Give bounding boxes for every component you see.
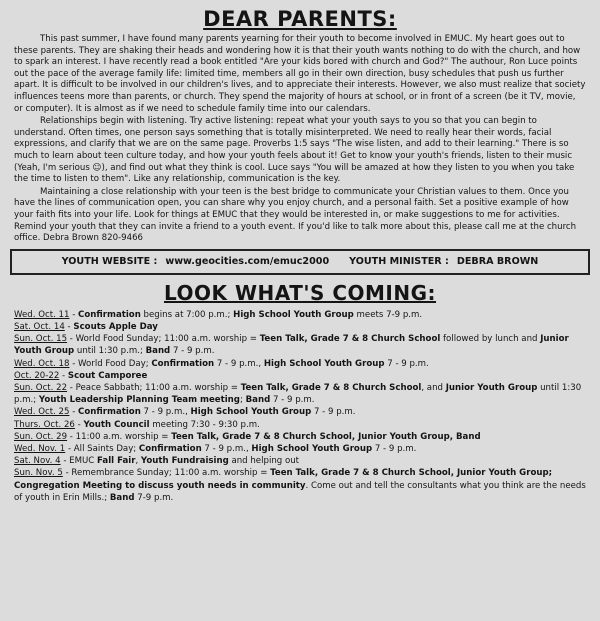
event-highlight: High School Youth Group — [233, 309, 354, 320]
event-item — [14, 431, 586, 443]
youth-info-banner — [10, 249, 590, 275]
event-item — [14, 358, 586, 370]
event-highlight: Youth Council — [83, 419, 150, 430]
event-text: 7 - 9 p.m. — [170, 346, 215, 357]
event-text: - — [74, 419, 84, 430]
event-highlight: Junior Youth Group — [14, 334, 569, 357]
event-text: - World Food Day; — [69, 358, 152, 369]
event-item — [14, 455, 586, 467]
event-text: - 11:00 a.m. worship = — [67, 431, 172, 442]
event-text: - — [69, 407, 79, 418]
event-date: Sat. Nov. 4 — [14, 456, 61, 467]
event-text: - — [59, 370, 68, 381]
letter-paragraph: This past summer, I have found many parents yearning for their youth to become involved in EMUC. My heart goes out to these parents. They are shaking their heads and wondering how it is that their youth wants nothing to do with the church, and how to spark an interest. I have recently read a book entitled "Are your kids bored with church and God?" The authour, Ron Luce points out the pace of the average family life: limited time, members all go in their own direction, busy schedules that push us further apart. It is difficult to be involved in our children's lives, and to appreciate their interests. However, we also must realize that society influences teens more than parents, or church. They spend the majority of hours at school, or in front of a screen (be it TV, movie, or computer). It is almost as if we need to schedule family time into our calendars. — [14, 34, 586, 114]
event-highlight: Confirmation — [138, 443, 202, 454]
coming-title: LOOK WHAT'S COMING: — [163, 280, 437, 305]
event-text: ; — [239, 395, 246, 406]
event-highlight: Scout Camporee — [67, 370, 148, 381]
event-text: - All Saints Day; — [65, 443, 139, 454]
event-text: meets 7-9 p.m. — [353, 309, 423, 320]
event-item — [14, 309, 586, 321]
event-item — [14, 382, 586, 406]
event-text: - Peace Sabbath; 11:00 a.m. worship = — [67, 382, 241, 393]
event-text: 7 - 9 p.m. — [384, 358, 429, 369]
event-text: 7 - 9 p.m., — [140, 407, 191, 418]
event-highlight: Teen Talk, Grade 7 & 8 Church School, Junior Youth Group; Congregation Meeting to discuss youth needs in community — [14, 468, 553, 491]
event-item — [14, 443, 586, 455]
event-date: Oct. 20-22 — [14, 370, 60, 381]
event-highlight: Teen Talk, Grade 7 & 8 Church School, Junior Youth Group, Band — [171, 431, 481, 442]
event-item — [14, 333, 586, 357]
event-highlight: Confirmation — [151, 358, 215, 369]
event-item — [14, 370, 586, 382]
event-date: Thurs. Oct. 26 — [14, 419, 75, 430]
event-text: begins at 7:00 p.m.; — [140, 309, 234, 320]
event-highlight: Band — [109, 492, 135, 503]
minister-name: DEBRA BROWN — [456, 256, 539, 268]
event-text: followed by lunch and — [440, 334, 541, 345]
event-highlight: High School Youth Group — [263, 358, 385, 369]
event-text: 7 - 9 p.m., — [214, 358, 264, 369]
event-date: Sun. Oct. 29 — [14, 431, 68, 442]
event-text: 7 - 9 p.m., — [201, 443, 252, 454]
event-highlight: Youth Leadership Planning Team meeting — [38, 395, 240, 406]
event-text: , — [135, 456, 141, 467]
event-highlight: Teen Talk, Grade 7 & 8 Church School — [259, 334, 441, 345]
event-text: 7-9 p.m. — [134, 492, 174, 503]
event-text: , and — [421, 382, 446, 393]
event-text: and helping out — [228, 456, 300, 467]
letter-body — [14, 34, 586, 245]
event-date: Wed. Oct. 11 — [14, 309, 70, 320]
website-url: www.geocities.com/emuc2000 — [165, 256, 330, 268]
event-text: - World Food Sunday; 11:00 a.m. worship = — [67, 334, 260, 345]
event-date: Wed. Oct. 18 — [14, 358, 70, 369]
event-date: Wed. Nov. 1 — [14, 443, 66, 454]
event-highlight: Band — [145, 346, 171, 357]
event-date: Wed. Oct. 25 — [14, 407, 70, 418]
event-highlight: Fall Fair — [97, 456, 136, 467]
event-date: Sun. Oct. 22 — [14, 382, 68, 393]
event-date: Sun. Nov. 5 — [14, 468, 63, 479]
letter-paragraph: Maintaining a close relationship with your teen is the best bridge to communicate your Christian values to them. Once you have the lines of communication open, you can share why you enjoy church, and a personal faith. Set a positive example of how your faith fits into your life. Look for things at EMUC that they would be interested in, or make suggestions to me for activities. Remind your youth that they can invite a friend to a youth event. If you'd like to talk more about this, please call me at the church office. Debra Brown 820-9466 — [14, 186, 577, 244]
event-text: meeting 7:30 - 9:30 p.m. — [149, 419, 260, 430]
event-text: 7 - 9 p.m. — [311, 407, 356, 418]
event-text: - — [64, 321, 74, 332]
event-date: Sun. Oct. 15 — [14, 334, 68, 345]
event-date: Sat. Oct. 14 — [14, 321, 65, 332]
event-text: - — [69, 309, 79, 320]
event-text: until 1:30 p.m.; — [14, 382, 582, 406]
event-text: . Come out and tell the consultants what you think are the needs of youth in Erin Mills.; — [14, 480, 586, 503]
event-highlight: Teen Talk, Grade 7 & 8 Church School — [240, 382, 422, 393]
event-highlight: High School Youth Group — [251, 443, 373, 454]
event-highlight: Confirmation — [78, 407, 141, 418]
event-highlight: Scouts Apple Day — [73, 321, 158, 332]
event-highlight: High School Youth Group — [190, 407, 312, 418]
event-text: 7 - 9 p.m. — [270, 395, 315, 406]
event-text: until 1:30 p.m.; — [74, 346, 146, 357]
letter-paragraph: Relationships begin with listening. Try active listening: repeat what your youth says to you so that you can begin to understand. Often times, one person says something that is totally misinterpreted. We need to really hear their words, facial expressions, and clarify that we are on the same page. Proverbs 1:5 says "The wise listen, and add to their learning." There is so much to learn about teen culture today, and how your youth feels about it! Get to know your youth's friends, listen to their music (Yeah, I'm serious ☺), and find out what they think is cool. Luce says "You will be amazed at how they listen to you when you take the time to listen to them". Like any relationship, communication is the key. — [14, 116, 575, 185]
minister-label: YOUTH MINISTER : — [349, 256, 449, 268]
event-text: 7 - 9 p.m. — [372, 443, 417, 454]
event-item — [14, 406, 586, 418]
event-highlight: Confirmation — [78, 309, 141, 320]
page-title: DEAR PARENTS: — [203, 7, 397, 31]
event-highlight: Junior Youth Group — [445, 382, 538, 393]
event-item — [14, 419, 586, 431]
website-label: YOUTH WEBSITE : — [61, 256, 158, 268]
events-list — [14, 309, 586, 504]
event-highlight: Band — [245, 395, 271, 406]
event-item — [14, 321, 586, 333]
event-text: - Remembrance Sunday; 11:00 a.m. worship = — [62, 468, 271, 479]
event-item — [14, 467, 586, 504]
event-text: - EMUC — [60, 456, 98, 467]
event-highlight: Youth Fundraising — [140, 456, 229, 467]
